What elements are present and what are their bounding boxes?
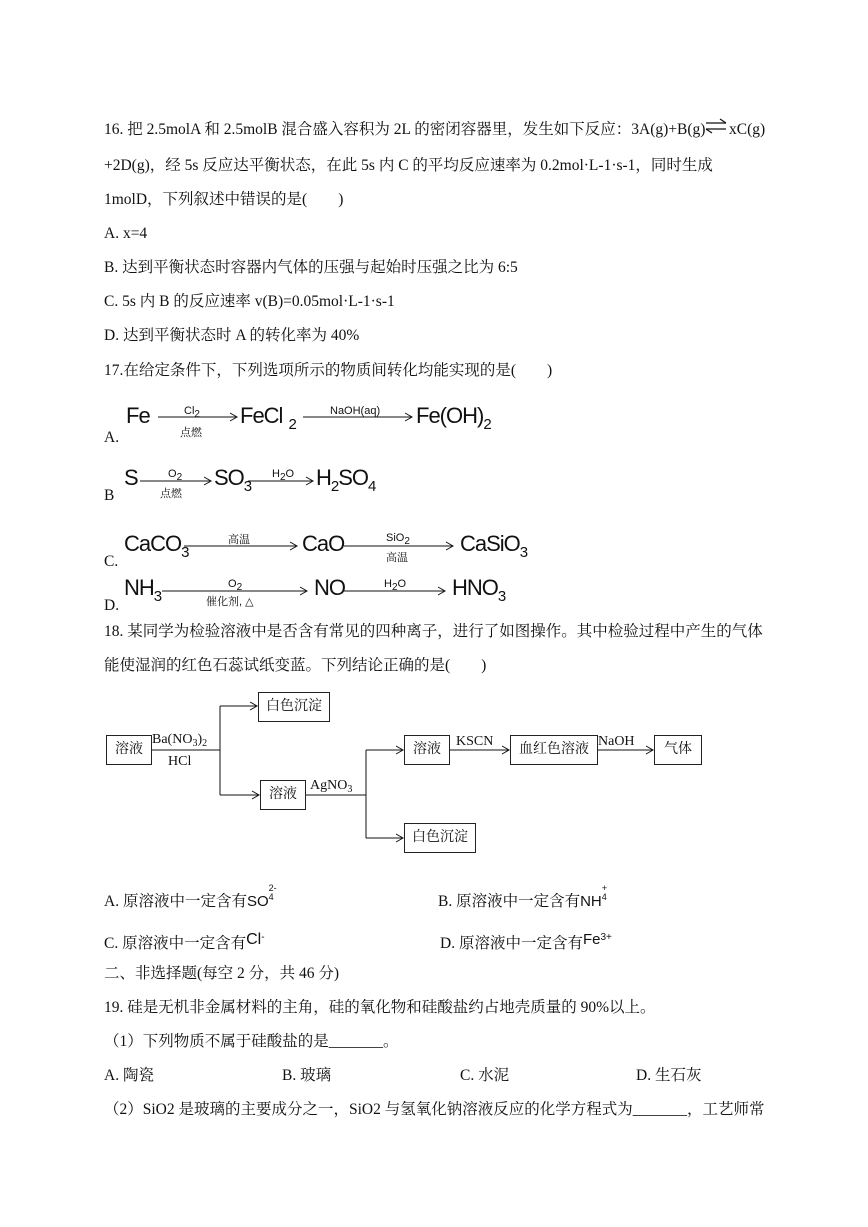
q16-line1-text: 16. 把 2.5molA 和 2.5molB 混合盛入容积为 2L 的密闭容器里，发生如下反应：3A(g)+B(g): [104, 121, 706, 138]
flow-solution-2: 溶液: [260, 780, 306, 810]
q17-d-s2: NO: [314, 575, 345, 600]
q16-option-a: A. x=4: [104, 225, 148, 242]
q17-c-label: C.: [104, 553, 119, 570]
q17-c-s2: CaO: [302, 531, 345, 556]
q17-b-label: B: [104, 487, 115, 504]
q17-d-bot1: 催化剂, △: [206, 596, 254, 608]
q17-c-top2: SiO2: [386, 532, 410, 547]
q17-b-s3: $H_2SO_4$: [316, 465, 376, 495]
arrow-icon: [248, 476, 316, 486]
flow-start-solution: 溶液: [106, 735, 152, 765]
q17-a-label: A.: [104, 429, 120, 446]
q17-b-s1: S: [124, 465, 138, 490]
q19-option-b: B. 玻璃: [282, 1067, 332, 1084]
q19-option-d: D. 生石灰: [636, 1067, 702, 1084]
flow-gas: 气体: [654, 735, 702, 765]
flow-white-precipitate-1: 白色沉淀: [258, 692, 330, 722]
q17-d-top2: H2O: [384, 578, 407, 593]
q16-eq-right: xC(g): [729, 121, 766, 138]
q17-a-s2: FeCl $_2$: [240, 403, 296, 433]
q17-d-s3: $HNO_3$: [452, 575, 506, 605]
q18-option-c: C. 原溶液中一定含有Cl-: [104, 931, 265, 952]
arrow-icon: [184, 541, 300, 551]
flow-solution-3: 溶液: [404, 735, 450, 765]
q16-option-d: D. 达到平衡状态时 A 的转化率为 40%: [104, 327, 360, 344]
q17-c-s1: CaCO$_3$: [124, 531, 189, 561]
q19-option-c: C. 水泥: [460, 1067, 510, 1084]
q17-d-label: D.: [104, 597, 120, 614]
flow-reagent-1-top: $Ba(NO_3)_2$: [152, 732, 208, 749]
q17-d-top1: O2: [228, 578, 243, 593]
section-heading: 二、非选择题(每空 2 分，共 46 分): [104, 965, 340, 982]
q19-stem: 19. 硅是无机非金属材料的主角，硅的氧化物和硅酸盐约占地壳质量的 90%以上。: [104, 999, 656, 1016]
equilibrium-arrow-icon: [704, 118, 728, 134]
q17-b-top1: O2: [168, 468, 183, 483]
flow-reagent-2: AgNO$_3$: [310, 778, 353, 795]
q16-option-b: B. 达到平衡状态时容器内气体的压强与起始时压强之比为 6:5: [104, 259, 518, 276]
q18-option-b: B. 原溶液中一定含有NH + 4: [438, 883, 608, 910]
q19-option-a: A. 陶瓷: [104, 1067, 154, 1084]
flow-reagent-1-bottom: HCl: [168, 754, 192, 769]
q17-a-top1: Cl2: [184, 405, 200, 420]
q18-line1: 18. 某同学为检验溶液中是否含有常见的四种离子，进行了如图操作。其中检验过程中产生的气体: [104, 623, 763, 640]
q16-line1: [104, 120, 705, 140]
arrow-icon: [158, 412, 240, 422]
q17-a-s3: $Fe(OH)_2$: [416, 403, 491, 433]
q16-line2: +2D(g)，经 5s 反应达平衡状态，在此 5s 内 C 的平均反应速率为 0.2mol·L-1·s-1，同时生成: [104, 157, 713, 174]
q19-part-1: （1）下列物质不属于硅酸盐的是_______。: [104, 1033, 399, 1050]
q18-option-a: A. 原溶液中一定含有SO 2- 4: [104, 883, 277, 910]
q17-c-top1: 高温: [228, 534, 250, 546]
flow-reagent-kscn: KSCN: [456, 734, 494, 749]
q17-c-bot2: 高温: [386, 552, 408, 564]
arrow-icon: [303, 412, 415, 422]
arrow-icon: [344, 586, 448, 596]
flow-white-precipitate-2: 白色沉淀: [404, 823, 476, 853]
q17-b-s2: $SO_3$: [214, 465, 252, 495]
q16-option-c: C. 5s 内 B 的反应速率 v(B)=0.05mol·L-1·s-1: [104, 293, 395, 310]
q17-b-top2: H2O: [272, 468, 295, 483]
q18-option-d: D. 原溶液中一定含有$Fe^{3+}$: [440, 931, 612, 952]
q16-line3: 1molD，下列叙述中错误的是( ): [104, 191, 344, 208]
q17-a-top2: NaOH(aq): [330, 405, 381, 417]
q17-a-bot1: 点燃: [180, 427, 202, 439]
q19-part-2: （2）SiO2 是玻璃的主要成分之一，SiO2 与氢氧化钠溶液反应的化学方程式为_______，工艺师常: [104, 1101, 765, 1118]
flow-blood-red-solution: 血红色溶液: [510, 735, 598, 765]
q17-stem: 17.在给定条件下，下列选项所示的物质间转化均能实现的是( ): [104, 362, 553, 379]
flow-reagent-naoh: NaOH: [598, 734, 635, 749]
q17-b-bot1: 点燃: [160, 488, 182, 500]
q17-d-s1: $NH_3$: [124, 575, 162, 605]
q18-line2: 能使湿润的红色石蕊试纸变蓝。下列结论正确的是( ): [104, 657, 487, 674]
q17-a-s1: Fe: [126, 403, 150, 428]
q17-c-s3: CaSiO$_3$: [460, 531, 528, 561]
